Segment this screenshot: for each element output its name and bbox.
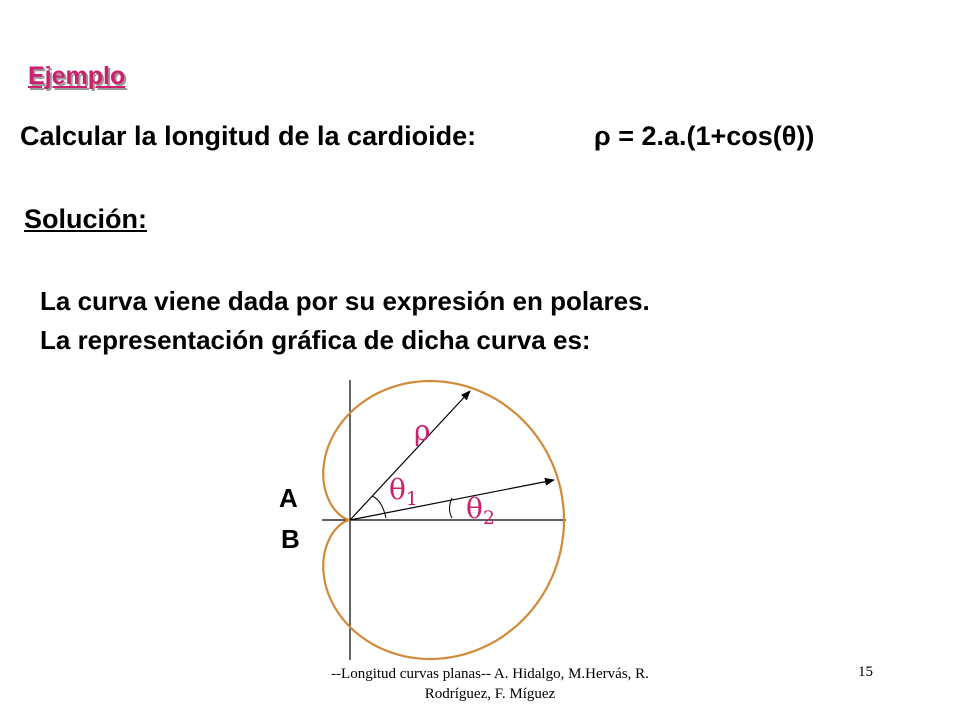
- point-b-label: B: [281, 524, 300, 554]
- problem-text: Calcular la longitud de la cardioide:: [20, 121, 477, 151]
- theta2-vector: [350, 480, 554, 520]
- page-number: 15: [858, 664, 873, 680]
- theta1-label: $\theta_1$: [389, 473, 418, 510]
- solution-line-2: La representación gráfica de dicha curva es:: [40, 325, 591, 355]
- solution-label: Solución:: [24, 204, 147, 234]
- problem-statement: [20, 121, 815, 152]
- cardioid-diagram: [270, 375, 580, 665]
- solution-line-1: La curva viene dada por su expresión en polares.: [40, 286, 650, 316]
- footer-credits: --Longitud curvas planas-- A. Hidalgo, M.Hervás, R. Rodríguez, F. Míguez: [331, 666, 649, 702]
- point-a-label: A: [279, 483, 298, 513]
- theta2-label: $\theta_2$: [466, 492, 495, 529]
- example-heading: Ejemplo: [28, 62, 126, 90]
- rho-label: ρ: [414, 414, 431, 447]
- cardioid-formula: ρ = 2.a.(1+cos(θ)): [594, 121, 815, 151]
